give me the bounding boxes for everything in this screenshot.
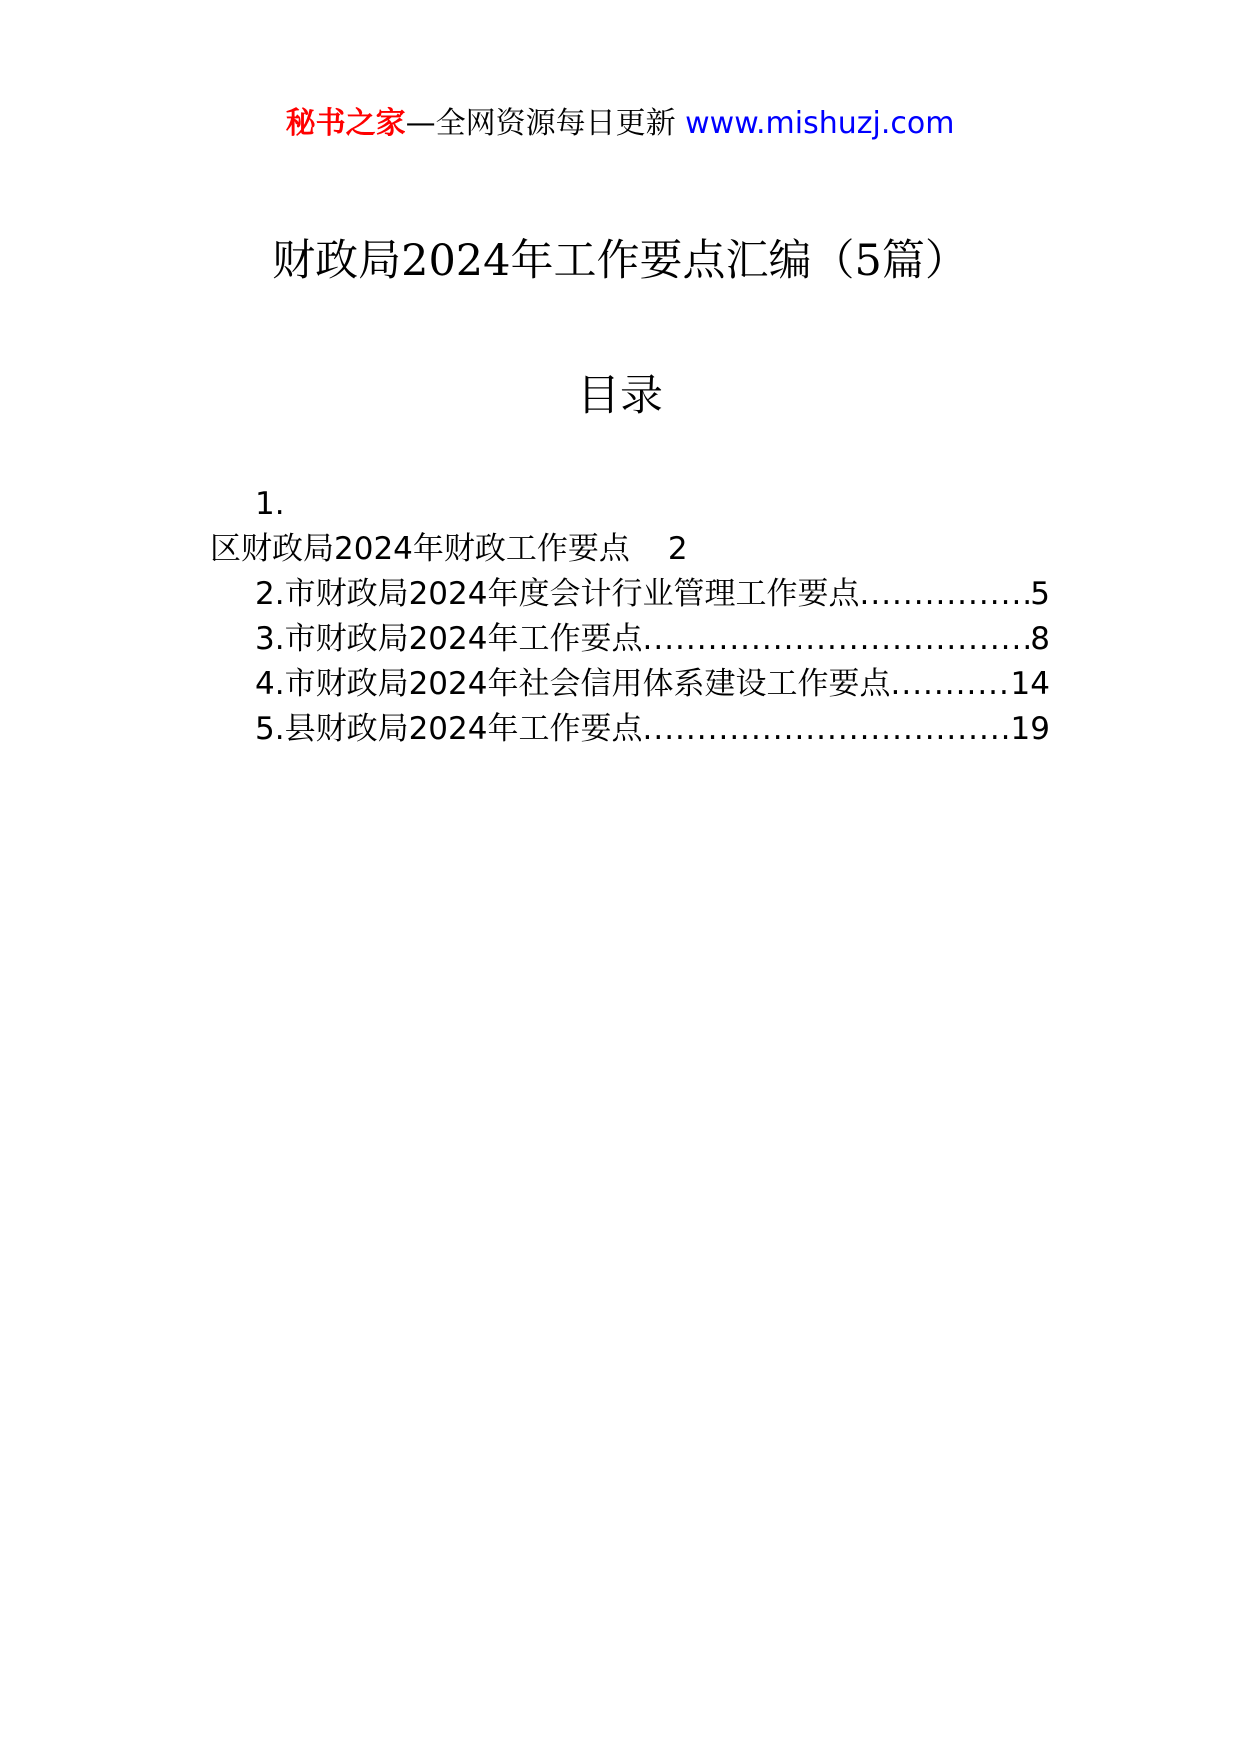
toc-leader-dots xyxy=(859,572,1030,617)
document-title: 财政局2024年工作要点汇编（5篇） xyxy=(272,236,968,286)
toc-item-1[interactable] xyxy=(210,527,1050,572)
toc-leader-dots xyxy=(890,662,1010,707)
toc-item-3-number: 3. xyxy=(255,621,285,657)
toc-item-3[interactable] xyxy=(210,617,1050,662)
toc-item-1-text: 区财政局2024年财政工作要点 xyxy=(210,531,630,567)
toc-item-2-text: 市财政局2024年度会计行业管理工作要点 xyxy=(284,576,860,612)
toc-item-3-text: 市财政局2024年工作要点 xyxy=(284,621,643,657)
toc-item-2-number: 2. xyxy=(255,576,285,612)
toc-leader-dots xyxy=(642,617,1030,662)
toc-heading: 目录 xyxy=(577,371,663,421)
header-tagline: —全网资源每日更新 xyxy=(405,106,676,141)
brand-name: 秘书之家 xyxy=(285,106,406,141)
toc-item-3-page: 8 xyxy=(1030,621,1050,657)
toc-item-2[interactable] xyxy=(210,572,1050,617)
site-url-link[interactable]: www.mishuzj.com xyxy=(685,106,955,141)
toc-item-5[interactable] xyxy=(210,707,1050,752)
toc-item-1-number: 1. xyxy=(255,486,285,522)
toc-item-4-page: 14 xyxy=(1010,666,1050,702)
toc-item-2-page: 5 xyxy=(1030,576,1050,612)
toc-item-5-text: 县财政局2024年工作要点 xyxy=(284,711,643,747)
toc-leader-dots xyxy=(642,707,1010,752)
toc-item-4-text: 市财政局2024年社会信用体系建设工作要点 xyxy=(284,666,891,702)
toc-item-4[interactable] xyxy=(210,662,1050,707)
toc-item-5-number: 5. xyxy=(255,711,285,747)
toc-item-5-page: 19 xyxy=(1010,711,1050,747)
toc-item-4-number: 4. xyxy=(255,666,285,702)
site-header xyxy=(0,100,1240,148)
table-of-contents xyxy=(210,482,1050,752)
toc-item-1-page: 2 xyxy=(667,531,688,567)
